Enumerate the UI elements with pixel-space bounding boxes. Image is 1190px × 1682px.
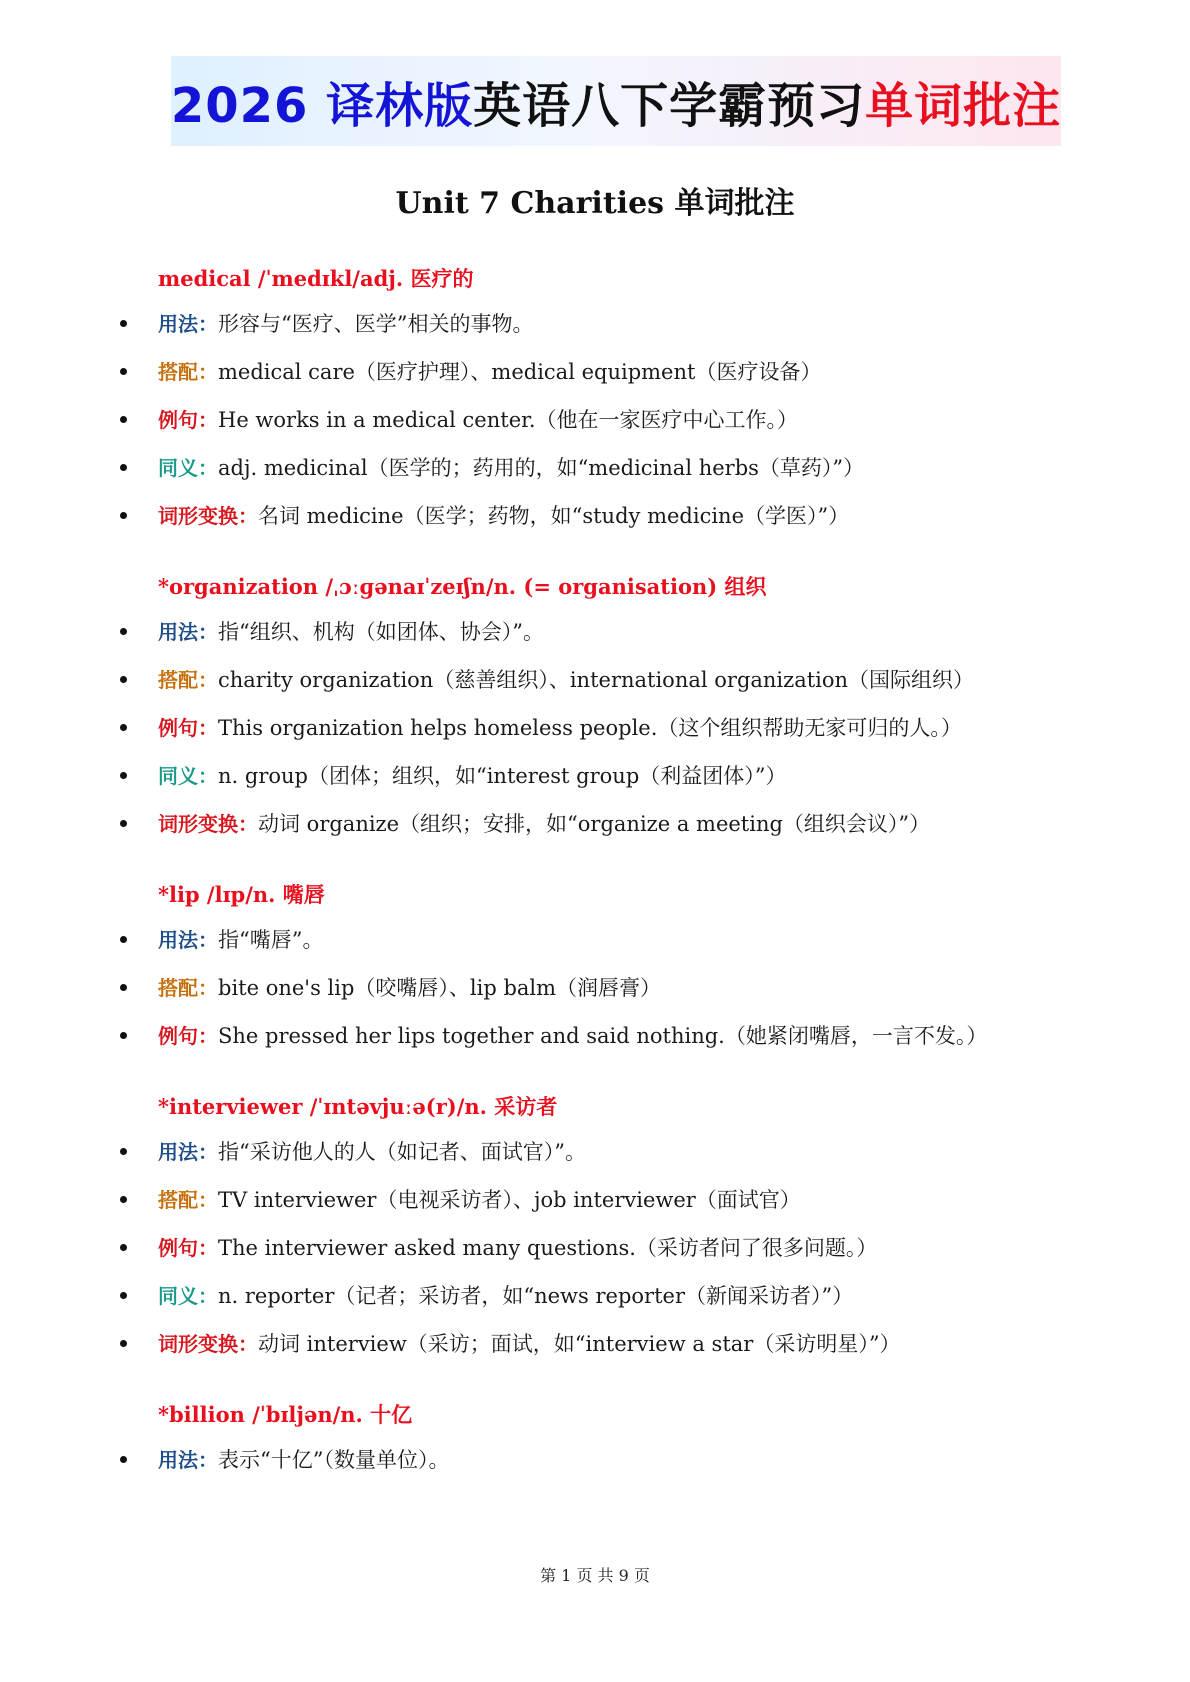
bullet-icon — [120, 1196, 127, 1203]
note-line-wordform — [0, 1320, 1190, 1368]
note-label-colon: ： — [198, 716, 218, 740]
headword: *interviewer /ˈɪntəvjuːə(r)/n. 采访者 — [158, 1094, 558, 1119]
note-line-usage — [0, 608, 1190, 656]
note-label: 例句 — [158, 716, 198, 740]
note-label: 例句 — [158, 1236, 198, 1260]
note-label: 用法 — [158, 620, 198, 644]
note-label: 词形变换 — [158, 812, 238, 836]
note-line-example — [0, 1012, 1190, 1060]
bullet-icon — [120, 820, 127, 827]
note-text: 指“组织、机构（如团体、协会）”。 — [218, 620, 544, 644]
note-line-collocation — [0, 348, 1190, 396]
bullet-icon — [120, 1032, 127, 1039]
bullet-icon — [120, 1340, 127, 1347]
note-text: The interviewer asked many questions.（采访者问了很多问题。） — [218, 1236, 878, 1260]
headword: *billion /ˈbɪljən/n. 十亿 — [158, 1402, 413, 1427]
note-line-example — [0, 704, 1190, 752]
note-label: 词形变换 — [158, 504, 238, 528]
note-label-colon: ： — [198, 456, 218, 480]
bullet-icon — [120, 1244, 127, 1251]
banner-subject: 英语八下学霸预习 — [473, 77, 866, 134]
note-label-colon: ： — [238, 504, 258, 528]
note-text: 表示“十亿”（数量单位）。 — [218, 1448, 450, 1472]
note-label-colon: ： — [198, 764, 218, 788]
note-text: He works in a medical center.（他在一家医疗中心工作。） — [218, 408, 799, 432]
note-label-colon: ： — [198, 1284, 218, 1308]
bullet-icon — [120, 628, 127, 635]
note-label: 搭配 — [158, 360, 198, 384]
note-label: 用法 — [158, 1448, 198, 1472]
headword: *organization /ˌɔːɡənaɪˈzeɪʃn/n. (= organisation) 组织 — [158, 574, 767, 599]
vocab-entry — [0, 1394, 1190, 1484]
note-line-usage — [0, 1436, 1190, 1484]
note-line-collocation — [0, 656, 1190, 704]
bullet-icon — [120, 984, 127, 991]
note-text: charity organization（慈善组织）、international organization（国际组织） — [218, 668, 975, 692]
note-text: 名词 medicine（医学；药物，如“study medicine（学医）”） — [258, 504, 850, 528]
note-label-colon: ： — [198, 976, 218, 1000]
note-label-colon: ： — [198, 620, 218, 644]
bullet-icon — [120, 512, 127, 519]
note-text: n. group（团体；组织，如“interest group（利益团体）”） — [218, 764, 787, 788]
note-label: 用法 — [158, 928, 198, 952]
banner-year-edition: 2026 译林版 — [170, 77, 474, 134]
note-label-colon: ： — [198, 668, 218, 692]
note-label: 搭配 — [158, 1188, 198, 1212]
note-line-wordform — [0, 800, 1190, 848]
note-text: 动词 interview（采访；面试，如“interview a star（采访明星）”） — [258, 1332, 901, 1356]
note-label-colon: ： — [198, 928, 218, 952]
note-label: 搭配 — [158, 668, 198, 692]
bullet-icon — [120, 368, 127, 375]
bullet-icon — [120, 464, 127, 471]
bullet-icon — [120, 416, 127, 423]
note-line-collocation — [0, 1176, 1190, 1224]
note-line-example — [0, 396, 1190, 444]
note-label-colon: ： — [198, 1140, 218, 1164]
title-banner — [171, 56, 1061, 146]
note-text: 动词 organize（组织；安排，如“organize a meeting（组织会议）”） — [258, 812, 931, 836]
note-label-colon: ： — [198, 1448, 218, 1472]
note-label: 同义 — [158, 764, 198, 788]
note-line-wordform — [0, 492, 1190, 540]
vocab-entry — [0, 1086, 1190, 1368]
bullet-icon — [120, 772, 127, 779]
note-label-colon: ： — [198, 1236, 218, 1260]
headword: medical /ˈmedɪkl/adj. 医疗的 — [158, 266, 474, 291]
note-label: 同义 — [158, 1284, 198, 1308]
note-label-colon: ： — [198, 408, 218, 432]
note-line-usage — [0, 916, 1190, 964]
note-line-example — [0, 1224, 1190, 1272]
note-label: 用法 — [158, 312, 198, 336]
bullet-icon — [120, 1148, 127, 1155]
note-text: 指“嘴唇”。 — [218, 928, 324, 952]
banner-topic: 单词批注 — [865, 77, 1062, 134]
note-text: She pressed her lips together and said nothing.（她紧闭嘴唇，一言不发。） — [218, 1024, 988, 1048]
note-label-colon: ： — [198, 1188, 218, 1212]
note-text: This organization helps homeless people.（这个组织帮助无家可归的人。） — [218, 716, 962, 740]
note-line-collocation — [0, 964, 1190, 1012]
vocab-entry — [0, 566, 1190, 848]
page-number: 第 1 页 共 9 页 — [540, 1566, 650, 1585]
headword: *lip /lɪp/n. 嘴唇 — [158, 882, 325, 907]
note-label-colon: ： — [238, 812, 258, 836]
note-label-colon: ： — [198, 1024, 218, 1048]
note-line-usage — [0, 300, 1190, 348]
note-label-colon: ： — [198, 360, 218, 384]
note-label-colon: ： — [238, 1332, 258, 1356]
note-text: 形容与“医疗、医学”相关的事物。 — [218, 312, 534, 336]
note-label: 例句 — [158, 408, 198, 432]
note-text: n. reporter（记者；采访者，如“news reporter（新闻采访者）”） — [218, 1284, 854, 1308]
vocabulary-list — [0, 258, 1190, 1510]
note-label: 搭配 — [158, 976, 198, 1000]
bullet-icon — [120, 1292, 127, 1299]
note-text: bite one's lip（咬嘴唇）、lip balm（润唇膏） — [218, 976, 662, 1000]
bullet-icon — [120, 1456, 127, 1463]
note-text: 指“采访他人的人（如记者、面试官）”。 — [218, 1140, 586, 1164]
note-line-usage — [0, 1128, 1190, 1176]
note-text: medical care（医疗护理）、medical equipment（医疗设备） — [218, 360, 822, 384]
note-text: TV interviewer（电视采访者）、job interviewer（面试官） — [218, 1188, 801, 1212]
bullet-icon — [120, 320, 127, 327]
vocab-entry — [0, 874, 1190, 1060]
note-label: 同义 — [158, 456, 198, 480]
note-label: 用法 — [158, 1140, 198, 1164]
note-text: adj. medicinal（医学的；药用的，如“medicinal herbs（草药）”） — [218, 456, 865, 480]
bullet-icon — [120, 676, 127, 683]
page-title: Unit 7 Charities 单词批注 — [395, 186, 795, 221]
note-label-colon: ： — [198, 312, 218, 336]
note-label: 词形变换 — [158, 1332, 238, 1356]
note-line-synonym — [0, 1272, 1190, 1320]
note-label: 例句 — [158, 1024, 198, 1048]
bullet-icon — [120, 936, 127, 943]
bullet-icon — [120, 724, 127, 731]
note-line-synonym — [0, 444, 1190, 492]
note-line-synonym — [0, 752, 1190, 800]
vocab-entry — [0, 258, 1190, 540]
